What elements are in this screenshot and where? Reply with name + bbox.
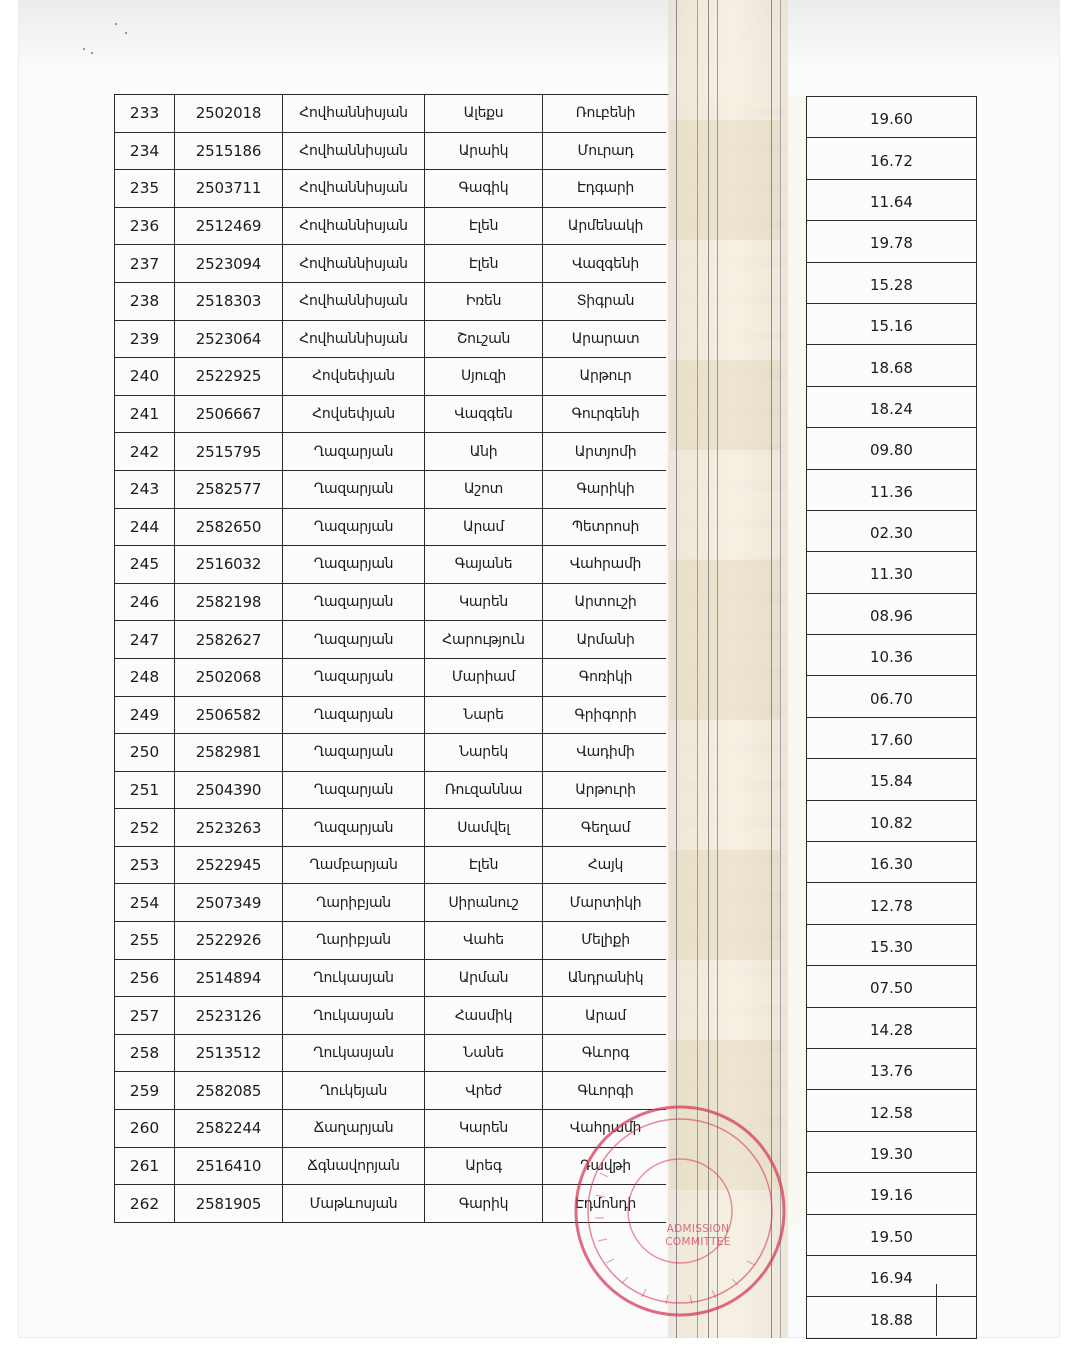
score-cell: 11.64 xyxy=(807,179,977,220)
row-number: 261 xyxy=(115,1147,175,1185)
patronymic-cell: Արտյոմի xyxy=(543,433,669,471)
table-row xyxy=(115,170,669,208)
score-cell: 15.16 xyxy=(807,303,977,344)
first-name-cell: Նանե xyxy=(425,1034,543,1072)
score-cell: 17.60 xyxy=(807,717,977,758)
row-number: 239 xyxy=(115,320,175,358)
table-row xyxy=(115,320,669,358)
table-row xyxy=(115,95,669,133)
score-row xyxy=(807,1214,977,1255)
row-number: 260 xyxy=(115,1110,175,1148)
score-cell: 14.28 xyxy=(807,1007,977,1048)
first-name-cell: Էլեն xyxy=(425,245,543,283)
score-row xyxy=(807,1048,977,1089)
first-name-cell: Արման xyxy=(425,959,543,997)
first-name-cell: Աշոտ xyxy=(425,470,543,508)
patronymic-cell: Վազգենի xyxy=(543,245,669,283)
score-row xyxy=(807,635,977,676)
patronymic-cell: Գոռիկի xyxy=(543,658,669,696)
patronymic-cell: Գեղամ xyxy=(543,809,669,847)
row-number: 246 xyxy=(115,583,175,621)
surname-cell: Ղազարյան xyxy=(283,508,425,546)
score-row xyxy=(807,303,977,344)
surname-cell: Ճգնավորյան xyxy=(283,1147,425,1185)
patronymic-cell: Մելիքի xyxy=(543,922,669,960)
score-cell: 12.78 xyxy=(807,883,977,924)
first-name-cell: Վազգեն xyxy=(425,395,543,433)
applicant-code: 2581905 xyxy=(175,1185,283,1223)
surname-cell: Ղազարյան xyxy=(283,658,425,696)
row-number: 236 xyxy=(115,207,175,245)
score-cell: 18.88 xyxy=(807,1297,977,1338)
score-row xyxy=(807,842,977,883)
table-row xyxy=(115,395,669,433)
first-name-cell: Ռուզաննա xyxy=(425,771,543,809)
first-name-cell: Կարեն xyxy=(425,583,543,621)
score-cell: 19.78 xyxy=(807,221,977,262)
applicant-code: 2512469 xyxy=(175,207,283,245)
applicant-code: 2523263 xyxy=(175,809,283,847)
first-name-cell: Անի xyxy=(425,433,543,471)
score-cell: 02.30 xyxy=(807,510,977,551)
applicant-code: 2522925 xyxy=(175,358,283,396)
row-number: 250 xyxy=(115,734,175,772)
patronymic-cell: Վադիմի xyxy=(543,734,669,772)
first-name-cell: Շուշան xyxy=(425,320,543,358)
score-cell: 19.30 xyxy=(807,1131,977,1172)
row-number: 259 xyxy=(115,1072,175,1110)
first-name-cell: Գարիկ xyxy=(425,1185,543,1223)
score-row xyxy=(807,966,977,1007)
patronymic-cell: Գևորգի xyxy=(543,1072,669,1110)
score-cell: 10.82 xyxy=(807,800,977,841)
row-number: 247 xyxy=(115,621,175,659)
scores-table xyxy=(806,96,977,1339)
patronymic-cell: Արմանի xyxy=(543,621,669,659)
table-row xyxy=(115,358,669,396)
stamp-line-2: COMMITTEE xyxy=(665,1236,731,1248)
patronymic-cell: Մարտիկի xyxy=(543,884,669,922)
score-row xyxy=(807,221,977,262)
row-number: 262 xyxy=(115,1185,175,1223)
score-cell: 19.50 xyxy=(807,1214,977,1255)
score-row xyxy=(807,179,977,220)
surname-cell: Ղազարյան xyxy=(283,470,425,508)
surname-cell: Ղազարյան xyxy=(283,809,425,847)
score-row xyxy=(807,97,977,138)
patronymic-cell: Դավթի xyxy=(543,1147,669,1185)
row-number: 241 xyxy=(115,395,175,433)
table-row xyxy=(115,734,669,772)
surname-cell: Ղազարյան xyxy=(283,696,425,734)
patronymic-cell: Գևորգ xyxy=(543,1034,669,1072)
score-cell: 06.70 xyxy=(807,676,977,717)
patronymic-cell: Արթուր xyxy=(543,358,669,396)
applicant-code: 2514894 xyxy=(175,959,283,997)
table-row xyxy=(115,470,669,508)
patronymic-cell: Անդրանիկ xyxy=(543,959,669,997)
table-row xyxy=(115,621,669,659)
patronymic-cell: Արարատ xyxy=(543,320,669,358)
row-number: 245 xyxy=(115,546,175,584)
surname-cell: Ղարիբյան xyxy=(283,884,425,922)
surname-cell: Ղարիբյան xyxy=(283,922,425,960)
students-table-left xyxy=(114,94,669,1223)
surname-cell: Հովհաննիսյան xyxy=(283,132,425,170)
patronymic-cell: Մուրադ xyxy=(543,132,669,170)
row-number: 237 xyxy=(115,245,175,283)
score-row xyxy=(807,717,977,758)
first-name-cell: Գագիկ xyxy=(425,170,543,208)
score-row xyxy=(807,469,977,510)
score-row xyxy=(807,428,977,469)
row-number: 244 xyxy=(115,508,175,546)
score-cell: 16.30 xyxy=(807,842,977,883)
first-name-cell: Գայանե xyxy=(425,546,543,584)
scores-table-body xyxy=(807,97,977,1339)
patronymic-cell: Էդմոնդի xyxy=(543,1185,669,1223)
score-row xyxy=(807,552,977,593)
score-row xyxy=(807,138,977,179)
table-row xyxy=(115,132,669,170)
score-cell: 15.28 xyxy=(807,262,977,303)
score-cell: 11.36 xyxy=(807,469,977,510)
score-row xyxy=(807,1090,977,1131)
row-number: 234 xyxy=(115,132,175,170)
patronymic-cell: Գուրգենի xyxy=(543,395,669,433)
score-row xyxy=(807,510,977,551)
table-row xyxy=(115,245,669,283)
applicant-code: 2506667 xyxy=(175,395,283,433)
score-cell: 18.68 xyxy=(807,345,977,386)
applicant-code: 2582085 xyxy=(175,1072,283,1110)
score-row xyxy=(807,1173,977,1214)
score-cell: 16.72 xyxy=(807,138,977,179)
surname-cell: Հովհաննիսյան xyxy=(283,245,425,283)
scan-shadow xyxy=(18,0,1060,70)
first-name-cell: Հարություն xyxy=(425,621,543,659)
surname-cell: Ղազարյան xyxy=(283,771,425,809)
first-name-cell: Սամվել xyxy=(425,809,543,847)
score-row xyxy=(807,1131,977,1172)
surname-cell: Ղուկասյան xyxy=(283,997,425,1035)
applicant-code: 2506582 xyxy=(175,696,283,734)
table-row xyxy=(115,997,669,1035)
table-row xyxy=(115,433,669,471)
table-row xyxy=(115,207,669,245)
applicant-code: 2523094 xyxy=(175,245,283,283)
applicant-code: 2504390 xyxy=(175,771,283,809)
score-cell: 18.24 xyxy=(807,386,977,427)
first-name-cell: Իռեն xyxy=(425,282,543,320)
patronymic-cell: Արմենակի xyxy=(543,207,669,245)
applicant-code: 2513512 xyxy=(175,1034,283,1072)
row-number: 238 xyxy=(115,282,175,320)
score-row xyxy=(807,800,977,841)
table-row xyxy=(115,508,669,546)
first-name-cell: Սյուզի xyxy=(425,358,543,396)
surname-cell: Ղուկասյան xyxy=(283,1034,425,1072)
table-row xyxy=(115,583,669,621)
score-cell: 16.94 xyxy=(807,1255,977,1296)
score-cell: 10.36 xyxy=(807,635,977,676)
patronymic-cell: Տիգրան xyxy=(543,282,669,320)
row-number: 242 xyxy=(115,433,175,471)
table-row xyxy=(115,546,669,584)
surname-cell: Ղազարյան xyxy=(283,546,425,584)
table-row xyxy=(115,809,669,847)
applicant-code: 2515186 xyxy=(175,132,283,170)
patronymic-cell: Էդգարի xyxy=(543,170,669,208)
score-row xyxy=(807,593,977,634)
first-name-cell: Մարիամ xyxy=(425,658,543,696)
surname-cell: Հովհաննիսյան xyxy=(283,282,425,320)
first-name-cell: Արամ xyxy=(425,508,543,546)
surname-cell: Ղուկեյան xyxy=(283,1072,425,1110)
applicant-code: 2507349 xyxy=(175,884,283,922)
patronymic-cell: Արթուրի xyxy=(543,771,669,809)
row-number: 252 xyxy=(115,809,175,847)
first-name-cell: Հասմիկ xyxy=(425,997,543,1035)
students-table-body xyxy=(115,95,669,1223)
surname-cell: Հովսեփյան xyxy=(283,395,425,433)
patronymic-cell: Արտուշի xyxy=(543,583,669,621)
applicant-code: 2522945 xyxy=(175,846,283,884)
surname-cell: Մաթևոսյան xyxy=(283,1185,425,1223)
applicant-code: 2582244 xyxy=(175,1110,283,1148)
surname-cell: Ճաղարյան xyxy=(283,1110,425,1148)
first-name-cell: Արեգ xyxy=(425,1147,543,1185)
official-stamp-seal xyxy=(570,1103,790,1318)
table-row xyxy=(115,696,669,734)
scan-mark xyxy=(936,1284,937,1336)
row-number: 233 xyxy=(115,95,175,133)
surname-cell: Ղուկասյան xyxy=(283,959,425,997)
applicant-code: 2582650 xyxy=(175,508,283,546)
score-cell: 15.84 xyxy=(807,759,977,800)
patronymic-cell: Պետրոսի xyxy=(543,508,669,546)
applicant-code: 2502018 xyxy=(175,95,283,133)
row-number: 258 xyxy=(115,1034,175,1072)
row-number: 254 xyxy=(115,884,175,922)
patronymic-cell: Ռուբենի xyxy=(543,95,669,133)
row-number: 243 xyxy=(115,470,175,508)
surname-cell: Հովհաննիսյան xyxy=(283,207,425,245)
row-number: 248 xyxy=(115,658,175,696)
table-row xyxy=(115,846,669,884)
score-row xyxy=(807,883,977,924)
score-row xyxy=(807,262,977,303)
score-row xyxy=(807,1255,977,1296)
table-row xyxy=(115,658,669,696)
surname-cell: Ղազարյան xyxy=(283,621,425,659)
row-number: 251 xyxy=(115,771,175,809)
applicant-code: 2516032 xyxy=(175,546,283,584)
table-row xyxy=(115,922,669,960)
table-row xyxy=(115,959,669,997)
score-row xyxy=(807,924,977,965)
applicant-code: 2523126 xyxy=(175,997,283,1035)
surname-cell: Ղամբարյան xyxy=(283,846,425,884)
applicant-code: 2515795 xyxy=(175,433,283,471)
applicant-code: 2523064 xyxy=(175,320,283,358)
score-row xyxy=(807,345,977,386)
score-cell: 08.96 xyxy=(807,593,977,634)
applicant-code: 2503711 xyxy=(175,170,283,208)
stamp-text xyxy=(648,1223,748,1249)
applicant-code: 2582981 xyxy=(175,734,283,772)
first-name-cell: Նարեկ xyxy=(425,734,543,772)
first-name-cell: Նարե xyxy=(425,696,543,734)
patronymic-cell: Վահրամի xyxy=(543,1110,669,1148)
score-row xyxy=(807,386,977,427)
patronymic-cell: Գրիգորի xyxy=(543,696,669,734)
score-row xyxy=(807,759,977,800)
first-name-cell: Սիրանուշ xyxy=(425,884,543,922)
first-name-cell: Էլեն xyxy=(425,207,543,245)
applicant-code: 2582198 xyxy=(175,583,283,621)
score-cell: 15.30 xyxy=(807,924,977,965)
row-number: 257 xyxy=(115,997,175,1035)
applicant-code: 2518303 xyxy=(175,282,283,320)
row-number: 253 xyxy=(115,846,175,884)
table-row xyxy=(115,1034,669,1072)
patronymic-cell: Վահրամի xyxy=(543,546,669,584)
score-cell: 13.76 xyxy=(807,1048,977,1089)
patronymic-cell: Գարիկի xyxy=(543,470,669,508)
first-name-cell: Վահե xyxy=(425,922,543,960)
first-name-cell: Էլեն xyxy=(425,846,543,884)
surname-cell: Ղազարյան xyxy=(283,734,425,772)
score-cell: 07.50 xyxy=(807,966,977,1007)
score-row xyxy=(807,676,977,717)
score-cell: 19.16 xyxy=(807,1173,977,1214)
surname-cell: Հովհաննիսյան xyxy=(283,170,425,208)
applicant-code: 2582577 xyxy=(175,470,283,508)
score-row xyxy=(807,1297,977,1338)
applicant-code: 2502068 xyxy=(175,658,283,696)
applicant-code: 2522926 xyxy=(175,922,283,960)
stamp-line-1: ADMISSION xyxy=(666,1223,730,1235)
table-row xyxy=(115,884,669,922)
table-row xyxy=(115,282,669,320)
patronymic-cell: Արամ xyxy=(543,997,669,1035)
row-number: 255 xyxy=(115,922,175,960)
scan-specks xyxy=(113,18,153,58)
first-name-cell: Արաիկ xyxy=(425,132,543,170)
score-cell: 19.60 xyxy=(807,97,977,138)
score-cell: 11.30 xyxy=(807,552,977,593)
row-number: 235 xyxy=(115,170,175,208)
row-number: 256 xyxy=(115,959,175,997)
first-name-cell: Ալեքս xyxy=(425,95,543,133)
score-row xyxy=(807,1007,977,1048)
surname-cell: Ղազարյան xyxy=(283,583,425,621)
score-cell: 09.80 xyxy=(807,428,977,469)
applicant-code: 2516410 xyxy=(175,1147,283,1185)
row-number: 240 xyxy=(115,358,175,396)
patronymic-cell: Հայկ xyxy=(543,846,669,884)
surname-cell: Ղազարյան xyxy=(283,433,425,471)
first-name-cell: Կարեն xyxy=(425,1110,543,1148)
row-number: 249 xyxy=(115,696,175,734)
surname-cell: Հովհաննիսյան xyxy=(283,320,425,358)
surname-cell: Հովսեփյան xyxy=(283,358,425,396)
table-row xyxy=(115,771,669,809)
score-cell: 12.58 xyxy=(807,1090,977,1131)
first-name-cell: Վրեժ xyxy=(425,1072,543,1110)
applicant-code: 2582627 xyxy=(175,621,283,659)
surname-cell: Հովհաննիսյան xyxy=(283,95,425,133)
